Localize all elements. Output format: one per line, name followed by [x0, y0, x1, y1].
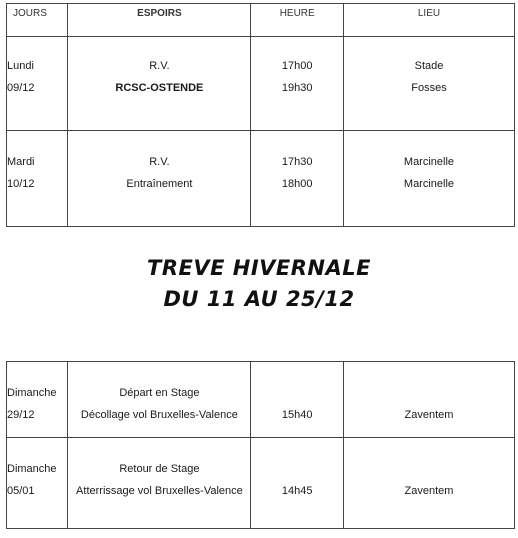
- day-cell: [7, 362, 68, 438]
- day-date: 05/01: [7, 485, 35, 497]
- day-date: 10/12: [7, 178, 35, 190]
- day-cell: [7, 438, 68, 529]
- place-value: Stade: [414, 60, 444, 72]
- event-cell: [68, 438, 251, 529]
- day-date: 09/12: [7, 82, 35, 94]
- place-value: Zaventem: [404, 485, 454, 497]
- place-value: Marcinelle: [403, 156, 455, 168]
- event-line: Atterrissage vol Bruxelles-Valence: [76, 485, 243, 497]
- place-cell: [343, 37, 514, 131]
- place-value: Zaventem: [404, 409, 454, 421]
- table-row: [7, 131, 515, 227]
- time-value: 19h30: [281, 82, 313, 94]
- day-name: Mardi: [7, 156, 35, 168]
- table-header-row: [7, 4, 515, 37]
- time-value: 15h40: [281, 409, 313, 421]
- time-cell: [251, 37, 344, 131]
- header-espoirs: ESPOIRS: [68, 4, 251, 37]
- event-line: Départ en Stage: [119, 387, 200, 399]
- header-lieu: LIEU: [343, 4, 514, 37]
- time-value: 14h45: [281, 485, 313, 497]
- header-jours: JOURS: [7, 4, 68, 37]
- winter-break-dates: DU 11 AU 25/12: [163, 287, 355, 311]
- day-cell: [7, 37, 68, 131]
- event-line: Décollage vol Bruxelles-Valence: [80, 409, 238, 421]
- day-name: Lundi: [7, 60, 34, 72]
- table-row: [7, 362, 515, 438]
- table-row: [7, 438, 515, 529]
- time-cell: [251, 438, 344, 529]
- event-line: R.V.: [149, 60, 170, 72]
- event-cell: [68, 37, 251, 131]
- time-value: 17h00: [281, 60, 313, 72]
- place-cell: [343, 131, 514, 227]
- event-line: Entraînement: [126, 178, 193, 190]
- time-value: 17h30: [281, 156, 313, 168]
- day-cell: [7, 131, 68, 227]
- table-row: [7, 37, 515, 131]
- place-value: Fosses: [411, 82, 447, 94]
- schedule-table-december: [6, 3, 515, 227]
- place-value: Marcinelle: [403, 178, 455, 190]
- winter-break-title: TREVE HIVERNALE: [147, 256, 371, 280]
- event-line: R.V.: [149, 156, 170, 168]
- header-heure: HEURE: [251, 4, 344, 37]
- event-match: RCSC-OSTENDE: [115, 82, 204, 94]
- day-date: 29/12: [7, 409, 35, 421]
- event-cell: [68, 131, 251, 227]
- time-value: 18h00: [281, 178, 313, 190]
- place-cell: [343, 438, 514, 529]
- time-cell: [251, 131, 344, 227]
- event-cell: [68, 362, 251, 438]
- day-name: Dimanche: [7, 387, 57, 399]
- event-line: Retour de Stage: [119, 463, 200, 475]
- time-cell: [251, 362, 344, 438]
- schedule-table-stage: [6, 361, 515, 529]
- day-name: Dimanche: [7, 463, 57, 475]
- place-cell: [343, 362, 514, 438]
